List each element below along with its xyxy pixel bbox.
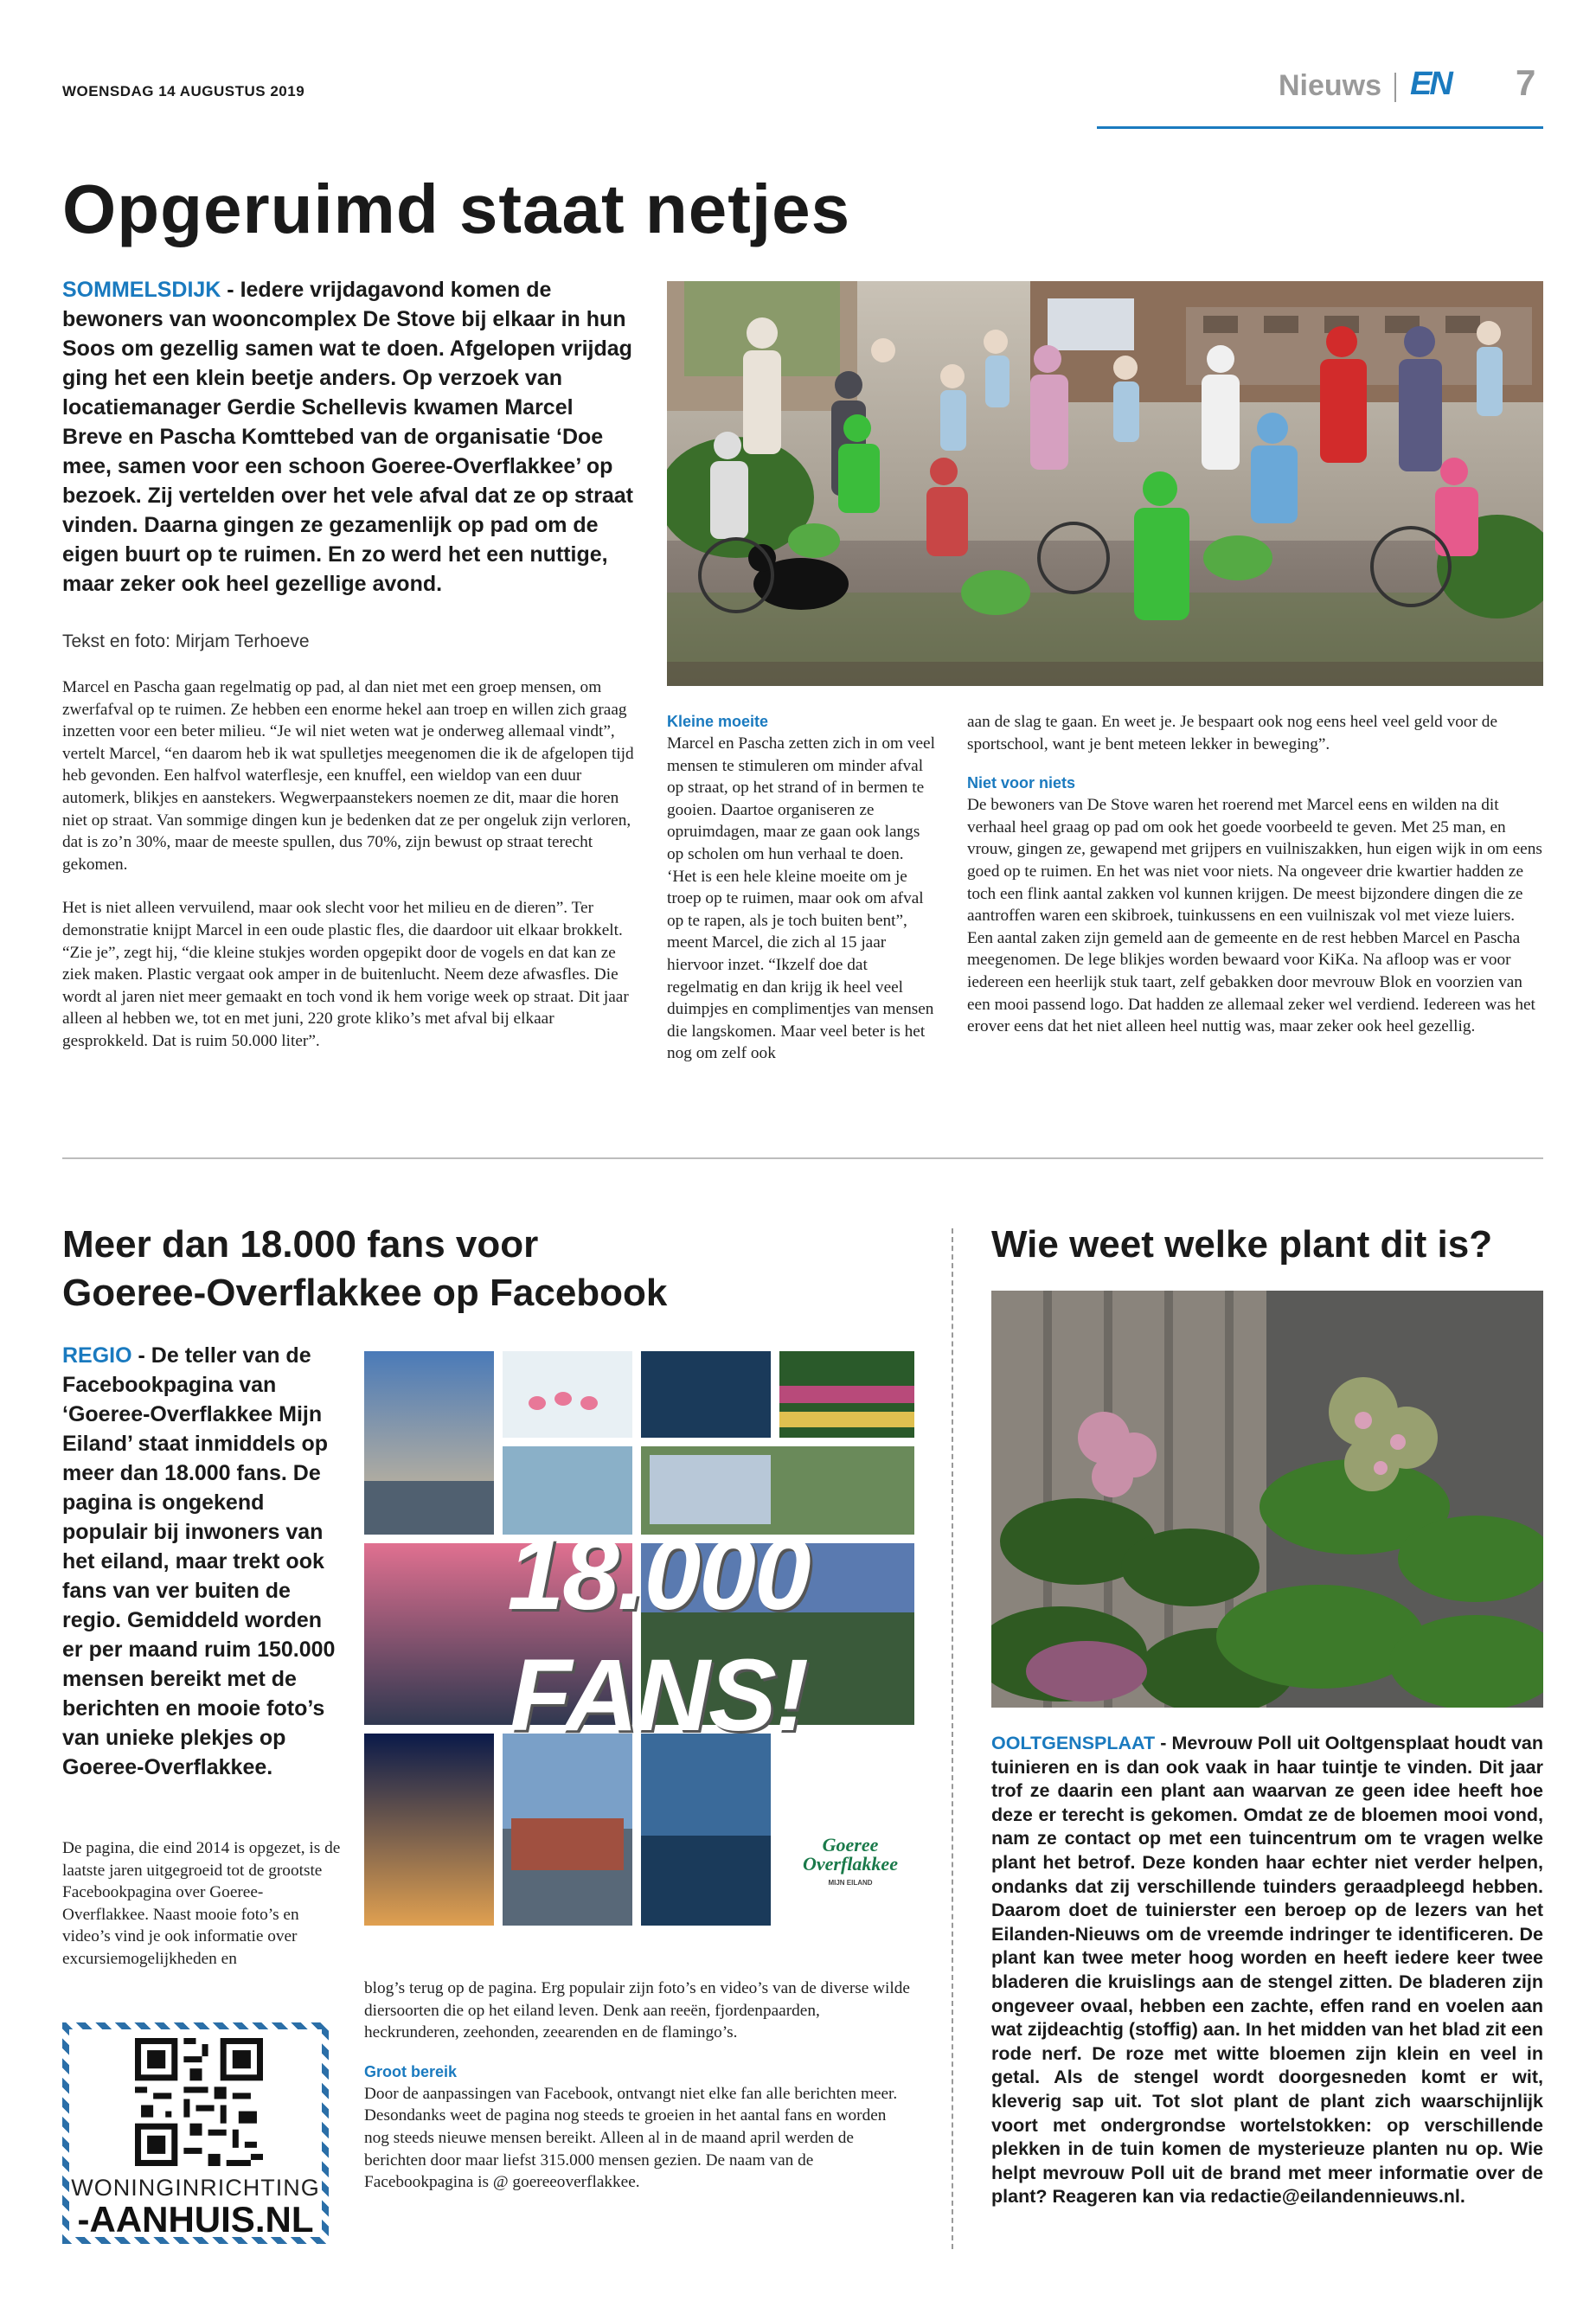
issue-date: WOENSDAG 14 AUGUSTUS 2019 xyxy=(62,83,305,99)
title-line: Meer dan 18.000 fans voor xyxy=(62,1223,539,1266)
lead-text: - De teller van de Facebookpagina van ‘Goeree-Overflakkee Mijn Eiland’ staat inmiddels op meer dan 18.000 fans. De pagina is ongekend populair bij inwoners van het eiland, maar trekt ook fans van ver buiten de regio. Gemiddeld worden er per maand ruim 150.000 mensen bereikt met de berichten en mooie foto’s van unieke plekjes op Goeree-Overflakkee. xyxy=(62,1343,336,1779)
title-line: Goeree-Overflakkee op Facebook xyxy=(62,1272,668,1314)
article-column-1 xyxy=(62,676,635,1074)
collage-logo-line: Goeree xyxy=(822,1834,879,1856)
header-divider xyxy=(1394,73,1396,102)
collage-logo-line: MIJN EILAND xyxy=(828,1879,873,1887)
paragraph: Marcel en Pascha zetten zich in om veel mensen te stimuleren om minder afval op straat, op het strand of in bermen te gooien. Daartoe organiseren ze opruimdagen, maar ze gaan ook langs op scholen om hun verhaal te doen. ‘Het is een hele kleine moeite om je troep op te ruimen, maar ook om afval op te rapen, als je toch buiten bent”, meent Marcel, die zich al 15 jaar hiervoor inzet. “Ikzelf doe dat regelmatig en dan krijg ik heel veel duimpjes en complimentjes van mensen die langskomen. Maar veel beter is het nog om zelf ook xyxy=(667,734,935,1063)
article-title: Wie weet welke plant dit is? xyxy=(991,1223,1493,1266)
group-photo-image xyxy=(667,281,1543,686)
page-number: 7 xyxy=(1516,62,1536,103)
article-column-1: De pagina, die eind 2014 is opgezet, is de laatste jaren uitgegroeid tot de grootste Facebookpagina over Goeree-Overflakkee. Naast mooie foto’s en video’s vind je ook informatie over excursiemogelijkheden en xyxy=(62,1839,341,1968)
paragraph: Door de aanpassingen van Facebook, ontvangt niet elke fan alle berichten meer. Desondanks weet de pagina nog steeds te groeien in het aantal fans en worden nog steeds nieuwe mensen bereikt. Alleen al in de maand april werden de berichten door maar liefst 315.000 mensen gezien. De naam van de Facebookpagina is @ goereeoverflakkee. xyxy=(364,2084,898,2192)
subheading: Groot bereik xyxy=(364,2062,458,2080)
subheading: Kleine moeite xyxy=(667,713,769,730)
article-column-2 xyxy=(364,1977,914,2194)
plant-photo xyxy=(991,1291,1543,1708)
lead-text: - Mevrouw Poll uit Ooltgensplaat houdt van tuinieren en is dan ook vaak in haar tuintje te vinden. Dit jaar trof ze daarin een plant aan waarvan ze geen idee heeft hoe deze er terecht is gekomen. Omdat ze de bloemen mooi vond, nam ze contact op met een tuincentrum om te vragen welke plant het betrof. Deze konden haar echter niet verder helpen, ondanks dat zij verschillende tuinders geraadpleegd hebben. Daarom doet de tuinierster een beroep op de lezers van het Eilanden-Nieuws om de vreemde indringer te identificeren. De plant kan twee meter hoog worden en heeft iedere keer twee bladeren die kruislings aan de stengel zitten. De bladeren zijn ongeveer ovaal, hebben een zachte, effen rand en voelen aan wat zijdeachtig (stoffig) aan. In het midden van het blad zit een rode nerf. De roze met witte bloemen zijn klein en veel in getal. Als de stengel wordt doorgesneden komt er wit, kleverig sap uit. Tot slot plant de plant zich waarschijnlijk voort met ondergrondse wortelstokken: op verschillende plekken in de tuin komen de mysterieuze planten nu op. Wie helpt mevrouw Poll uit de brand met meer informatie over de plant? Reageren kan via redactie@eilandennieuws.nl. xyxy=(991,1733,1543,2208)
article-lead xyxy=(62,275,633,599)
article-title xyxy=(62,1221,927,1317)
qr-code-icon[interactable] xyxy=(135,2038,263,2166)
plant-photo-image xyxy=(991,1291,1543,1708)
article-title: Opgeruimd staat netjes xyxy=(62,170,851,247)
paragraph: Het is niet alleen vervuilend, maar ook slecht voor het milieu en de dieren”. Ter demonstratie knijpt Marcel in een oude plastic fles, die daardoor uit elkaar brokkelt. “Zie je”, zegt hij, “die kleine stukjes worden opgepikt door de vogels en dat kan ze ziek maken. Plastic vergaat ook amper in de buitenlucht. Neem deze afwasfles. Die wordt al jaren niet meer gemaakt en toch vond ik hem vorige week op straat. Dit jaar alleen al hebben we, tot en met juni, 220 grote kliko’s met afval bij elkaar gesprokkeld. Dat is ruim 50.000 liter”. xyxy=(62,899,629,1050)
section-divider xyxy=(62,1157,1543,1159)
advertisement[interactable] xyxy=(62,2022,329,2244)
paragraph: blog’s terug op de pagina. Erg populair zijn foto’s en video’s van de diverse wilde diersoorten die op het eiland leven. Denk aan reeën, fjordenpaarden, heckrunderen, zeehonden, zeearenden en de flamingo’s. xyxy=(364,1979,910,2042)
article-lead xyxy=(62,1341,341,1782)
facebook-collage xyxy=(364,1351,914,1926)
article-lead xyxy=(991,1732,1543,2209)
collage-headline: FANS! xyxy=(510,1638,807,1753)
collage-headline: 18.000 xyxy=(507,1517,810,1631)
article-column-2 xyxy=(667,711,937,1065)
ad-line-1: WONINGINRICHTING xyxy=(71,2175,320,2201)
collage-logo-line: Overflakkee xyxy=(803,1853,898,1875)
section-label: Nieuws xyxy=(1279,69,1382,102)
header-rule xyxy=(1097,126,1543,129)
subheading: Niet voor niets xyxy=(967,774,1076,792)
lead-text: - Iedere vrijdagavond komen de bewoners van wooncomplex De Stove bij elkaar in hun Soos om gezellig samen wat te doen. Afgelopen vrijdag ging het een klein beetje anders. Op verzoek van locatiemanager Gerdie Schellevis kwamen Marcel Breve en Pascha Komttebed van de organisatie ‘Doe mee, samen voor een schoon Goeree-Overflakkee’ op bezoek. Zij vertelden over het vele afval dat ze op straat vinden. Daarna gingen ze gezamenlijk op pad om de eigen buurt op te ruimen. En zo werd het een nuttige, maar zeker ook heel gezellige avond. xyxy=(62,278,633,596)
dateline: REGIO xyxy=(62,1343,132,1368)
article-column-3 xyxy=(967,711,1543,1038)
photo-credit: Tekst en foto: Mirjam Terhoeve xyxy=(62,631,310,651)
collage-logo xyxy=(790,1836,911,1893)
column-divider xyxy=(952,1228,953,2249)
dateline: OOLTGENSPLAAT xyxy=(991,1733,1156,1753)
ad-line-2[interactable]: -AANHUIS.NL xyxy=(77,2199,314,2240)
newspaper-logo: EN xyxy=(1410,66,1451,102)
paragraph: Marcel en Pascha gaan regelmatig op pad, al dan niet met een groep mensen, om zwerfafval op te ruimen. Ze hebben een enorme hekel aan troep en willen zich graag inzetten voor een beter milieu. “Je wil niet weten wat je onderweg allemaal vindt”, vertelt Marcel, “en daarom heb ik wat spulletjes meegenomen die ik de afgelopen tijd heb gevonden. Een halfvol waterflesje, een knuffel, een wieldop van een duur automerk, blikjes en aanstekers. Wegwerpaanstekers noemen ze dit, maar die horen niet op straat. Van sommige dingen kun je bedenken dat ze per ongeluk zijn verloren, dat is zo’n 30%, maar de meeste spullen, dus 70%, zijn bewust op straat terecht gekomen. xyxy=(62,678,634,874)
paragraph: aan de slag te gaan. En weet je. Je bespaart ook nog eens heel veel geld voor de sportschool, want je bent meteen lekker in beweging”. xyxy=(967,713,1498,753)
paragraph: De bewoners van De Stove waren het roerend met Marcel eens en wilden na dit verhaal heel graag op pad om ook het goede voorbeeld te geven. Met 25 man, en vrouw, gingen ze, gewapend met grijpers en vuilniszakken, hun eigen wijk in om eens goed op te ruimen. En het was niet voor niets. Na ongeveer drie kwartier hadden ze toch een flink aantal zakken vol kunnen krijgen. De meest bijzondere dingen die ze aantroffen waren een skibroek, tuinkussens en een vuilniszak vol met vieze luiers. Een aantal zaken zijn gemeld aan de gemeente en de rest hebben Marcel en Pascha meegenomen. De lege blikjes worden bewaard voor KiKa. Na afloop was er voor iedereen een heerlijk stuk taart, zelf gebakken door mevrouw Blok en voorzien van een mooi passend logo. Dat hadden ze allemaal zeker wel verdiend. Iedereen was het erover eens dat het niet alleen heel nuttig was, maar zeker ook heel gezellig. xyxy=(967,796,1542,1036)
dateline: SOMMELSDIJK xyxy=(62,278,221,302)
group-photo xyxy=(667,281,1543,686)
